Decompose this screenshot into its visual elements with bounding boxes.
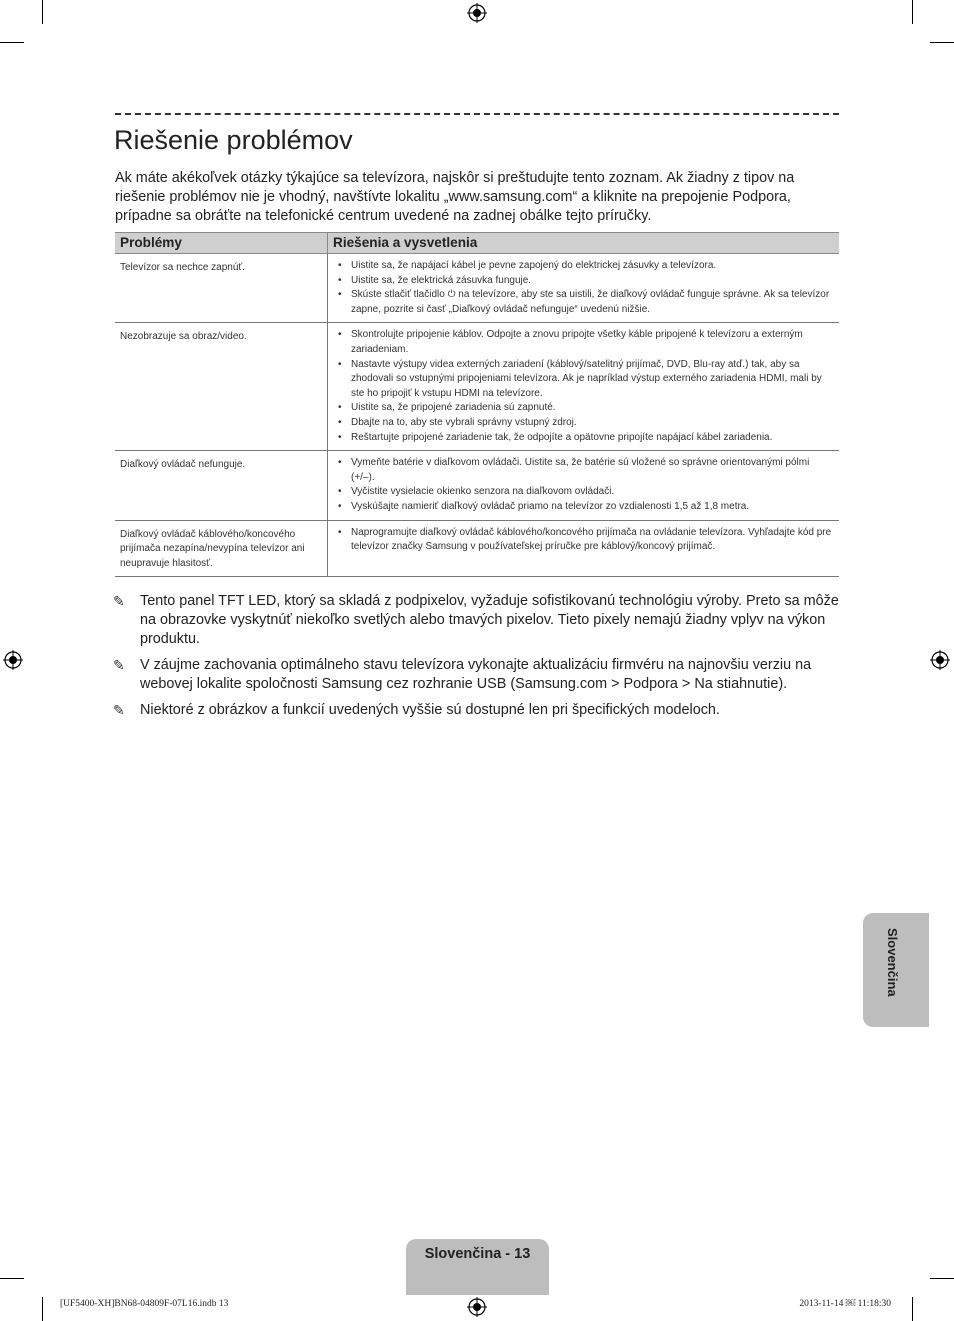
solution-item: • Dbajte na to, aby ste vybrali správny vstupný zdroj.: [333, 416, 835, 431]
crop-mark: [930, 1278, 954, 1279]
problem-cell: Diaľkový ovládač nefunguje.: [115, 451, 328, 520]
notes-section: [113, 592, 843, 727]
solution-list: [333, 456, 835, 514]
solution-item: • Skúste stlačiť tlačidlo ⏻ na televízore, aby ste sa uistili, že diaľkový ovládač funguje správne. Ak sa televízor zapne, pozrite si časť „Diaľkový ovládač nefunguje“ uvedenú nižšie.: [333, 288, 835, 317]
note-text: Niektoré z obrázkov a funkcií uvedených vyššie sú dostupné len pri špecifických modeloch.: [140, 702, 720, 718]
page-number-tab: [406, 1239, 549, 1295]
solutions-cell: [328, 323, 840, 451]
note-text: Tento panel TFT LED, ktorý sa skladá z podpixelov, vyžaduje sofistikovanú technológiu výroby. Preto sa môže na obrazovke vyskytnúť niekoľko svetlých alebo tmavých pixelov. Tieto pixely nemajú žiadny vplyv na výkon produktu.: [140, 593, 839, 647]
solution-item: • Vymeňte batérie v diaľkovom ovládači. Uistite sa, že batérie sú vložené so správne orientovanými pólmi (+/–).: [333, 456, 835, 485]
language-side-tab: [863, 913, 929, 1027]
page-title: Riešenie problémov: [114, 125, 353, 155]
pencil-note-icon: ✎: [113, 593, 125, 609]
note-text: V záujme zachovania optimálneho stavu televízora vykonajte aktualizáciu firmvéru na najnovšiu verziu na webovej lokalite spoločnosti Samsung cez rozhranie USB (Samsung.com > Podpora > Na stiahnutie).: [140, 657, 812, 692]
crop-mark: [0, 42, 24, 43]
solution-item: • Skontrolujte pripojenie káblov. Odpojte a znovu pripojte všetky káble pripojené k televízoru a externým zariadeniam.: [333, 328, 835, 357]
solution-list: [333, 328, 835, 445]
solution-item: • Uistite sa, že pripojené zariadenia sú zapnuté.: [333, 401, 835, 416]
column-header-problems: Problémy: [115, 233, 328, 254]
solutions-cell: [328, 520, 840, 577]
table-row: [115, 520, 839, 577]
crop-mark: [42, 1297, 43, 1321]
side-tab-label: Slovenčina: [885, 928, 900, 997]
problem-cell: Nezobrazuje sa obraz/video.: [115, 323, 328, 451]
solution-list: [333, 259, 835, 317]
footer-file-info: [UF5400-XH]BN68-04809F-07L16.indb 13: [60, 1299, 229, 1309]
solution-item: • Uistite sa, že elektrická zásuvka funguje.: [333, 274, 835, 289]
title-dashed-rule: [115, 113, 839, 115]
crop-mark: [42, 0, 43, 24]
note-item: [113, 701, 843, 720]
crop-mark: [0, 1278, 24, 1279]
problem-cell: Diaľkový ovládač káblového/koncového prijímača nezapína/nevypína televízor ani neupravuje hlasitosť.: [115, 520, 328, 577]
registration-mark-icon: [3, 650, 23, 670]
problem-cell: Televízor sa nechce zapnúť.: [115, 254, 328, 323]
crop-mark: [912, 1297, 913, 1321]
column-header-solutions: Riešenia a vysvetlenia: [328, 233, 840, 254]
table-header-row: [115, 233, 839, 254]
registration-mark-icon: [467, 3, 487, 23]
solution-item: • Naprogramujte diaľkový ovládač káblového/koncového prijímača na ovládanie televízora. Vyhľadajte kód pre televízor značky Samsung v používateľskej príručke pre káblový/koncový prijímač.: [333, 526, 835, 555]
table-row: [115, 451, 839, 520]
registration-mark-icon: [930, 650, 950, 670]
solution-item: • Vyčistite vysielacie okienko senzora na diaľkovom ovládači.: [333, 485, 835, 500]
table-row: [115, 323, 839, 451]
solution-item: • Uistite sa, že napájací kábel je pevne zapojený do elektrickej zásuvky a televízora.: [333, 259, 835, 274]
table-row: [115, 254, 839, 323]
solution-item: • Vyskúšajte namieriť diaľkový ovládač priamo na televízor zo vzdialenosti 1,5 až 1,8 metra.: [333, 500, 835, 515]
registration-mark-icon: [467, 1297, 487, 1317]
note-item: [113, 656, 843, 694]
crop-mark: [930, 42, 954, 43]
pencil-note-icon: ✎: [113, 702, 125, 718]
footer-timestamp: 2013-11-14 ￼ 11:18:30: [799, 1299, 891, 1309]
solution-item: • Reštartujte pripojené zariadenie tak, že odpojíte a opätovne pripojíte napájací kábel zariadenia.: [333, 431, 835, 446]
troubleshooting-table: [115, 232, 839, 577]
page-number-label: Slovenčina - 13: [424, 1246, 531, 1262]
note-item: [113, 592, 843, 649]
solution-list: [333, 526, 835, 555]
crop-mark: [912, 0, 913, 24]
intro-paragraph: Ak máte akékoľvek otázky týkajúce sa televízora, najskôr si preštudujte tento zoznam. Ak žiadny z tipov na riešenie problémov nie je vhodný, navštívte lokalitu „www.samsung.com“ a kliknite na prepojenie Podpora, prípadne sa obráťte na telefonické centrum uvedené na zadnej obálke tejto príručky.: [115, 170, 795, 224]
solution-item: • Nastavte výstupy videa externých zariadení (káblový/satelitný prijímač, DVD, Blu-ray atď.) tak, aby sa zhodovali so vstupnými pripojeniami televízora. Ak je napríklad výstup externého zariadenia HDMI, mali by ste ho pripojiť k vstupu HDMI na televízore.: [333, 358, 835, 402]
solutions-cell: [328, 451, 840, 520]
solutions-cell: [328, 254, 840, 323]
pencil-note-icon: ✎: [113, 657, 125, 673]
